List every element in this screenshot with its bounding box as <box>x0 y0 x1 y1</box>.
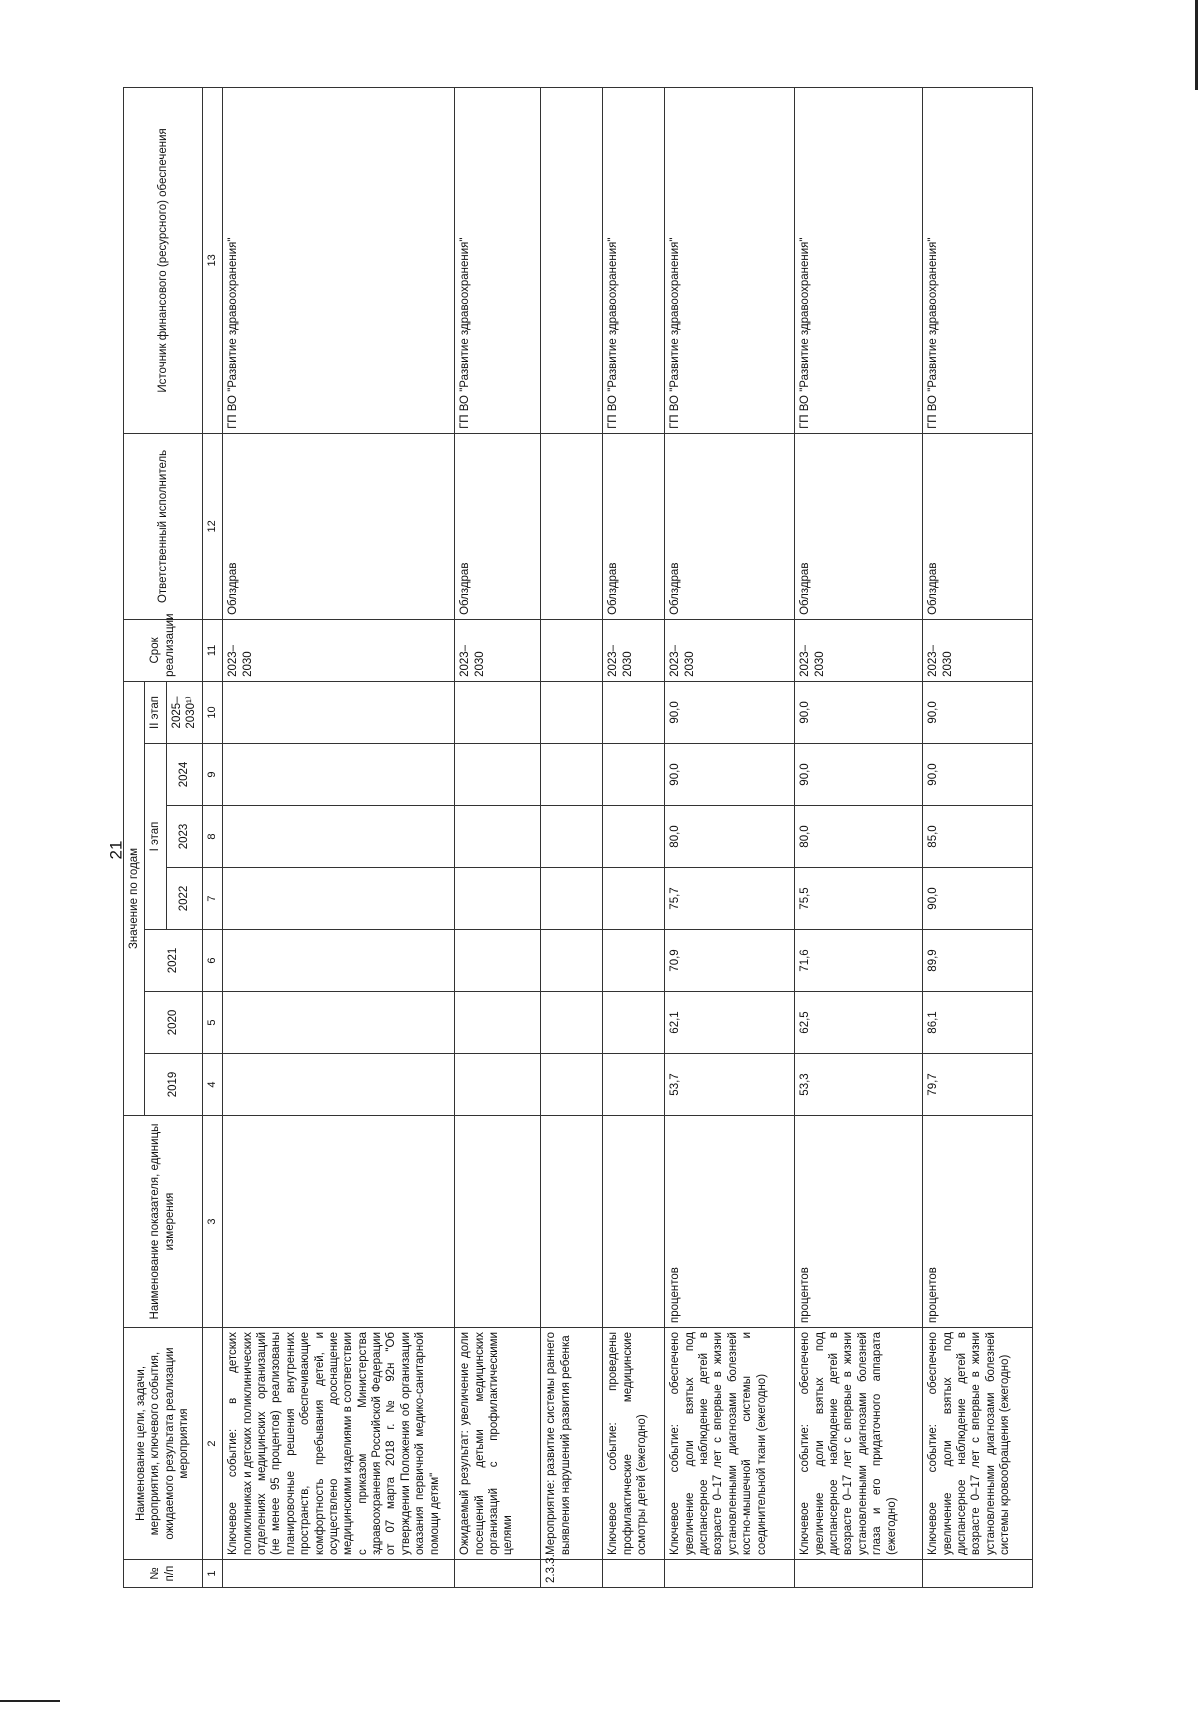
row-value-2022: 75,5 <box>795 868 923 930</box>
row-indicator <box>541 1116 603 1328</box>
row-indicator <box>223 1116 455 1328</box>
row-source: ГП ВО "Развитие здравоохранения" <box>603 87 665 433</box>
header-stage2-text: II этап <box>149 695 162 729</box>
header-term <box>124 613 203 681</box>
row-value-2025-2030: 90,0 <box>923 681 1033 743</box>
row-name: Мероприятие: развитие системы раннего выявления нарушений развития ребенка <box>541 1328 603 1560</box>
row-value-2020 <box>603 992 665 1054</box>
row-indicator: процентов <box>665 1116 795 1328</box>
header-2021-text: 2021 <box>167 947 180 974</box>
row-value-2021: 89,9 <box>923 930 1033 992</box>
header-2019 <box>145 1054 202 1116</box>
row-indicator <box>603 1116 665 1328</box>
row-value-2022 <box>223 868 455 930</box>
column-number-row <box>202 87 223 1587</box>
rotated-table-container <box>123 88 1043 1588</box>
row-value-2020 <box>541 992 603 1054</box>
row-value-2025-2030 <box>223 681 455 743</box>
row-num <box>603 1560 665 1588</box>
row-source: ГП ВО "Развитие здравоохранения" <box>223 87 455 433</box>
row-value-2019 <box>603 1054 665 1116</box>
header-2020-text: 2020 <box>167 1009 180 1036</box>
row-value-2022 <box>603 868 665 930</box>
row-value-2025-2030: 90,0 <box>795 681 923 743</box>
column-number: 4 <box>202 1054 223 1116</box>
header-responsible-text: Ответственный исполнитель <box>156 449 169 604</box>
row-value-2021 <box>223 930 455 992</box>
row-term: 2023–2030 <box>665 619 795 681</box>
row-source: ГП ВО "Развитие здравоохранения" <box>795 87 923 433</box>
column-number: 11 <box>202 619 223 681</box>
column-number: 13 <box>202 87 223 433</box>
row-value-2019 <box>223 1054 455 1116</box>
row-indicator: процентов <box>795 1116 923 1328</box>
row-value-2025-2030 <box>455 681 541 743</box>
row-value-2020: 86,1 <box>923 992 1033 1054</box>
row-value-2025-2030 <box>603 681 665 743</box>
row-value-2023 <box>455 806 541 868</box>
header-2022-text: 2022 <box>177 885 190 912</box>
row-value-2021 <box>541 930 603 992</box>
row-value-2021 <box>603 930 665 992</box>
column-number: 3 <box>202 1116 223 1328</box>
table-row <box>795 87 923 1587</box>
header-2024-text: 2024 <box>177 761 190 788</box>
header-name-text: Наименование цели, задачи, мероприятия, ключевого события, ожидаемого результата реализации мероприятия <box>135 1347 191 1540</box>
row-value-2019: 79,7 <box>923 1054 1033 1116</box>
row-name: Ключевое событие: обеспечено увеличение доли взятых под диспансерное наблюдение детей в возрасте 0–17 лет с впервые в жизни установленными диагнозами болезней системы кровообращения (ежегодно) <box>923 1328 1033 1560</box>
row-value-2023: 80,0 <box>795 806 923 868</box>
row-value-2022: 75,7 <box>665 868 795 930</box>
row-source: ГП ВО "Развитие здравоохранения" <box>455 87 541 433</box>
row-source <box>541 87 603 433</box>
column-number: 6 <box>202 930 223 992</box>
row-name: Ключевое событие: обеспечено увеличение доли взятых под диспансерное наблюдение детей в возрасте 0–17 лет с впервые в жизни установленными диагнозами болезней глаза и его придаточного аппарата (ежегодно) <box>795 1328 923 1560</box>
row-value-2024 <box>223 744 455 806</box>
header-2024 <box>166 744 202 806</box>
header-2022 <box>166 868 202 930</box>
row-value-2023 <box>223 806 455 868</box>
row-name: Ожидаемый результат: увеличение доли посещений детьми медицинских организаций с профилактическими целями <box>455 1328 541 1560</box>
header-2025-2030-text: 2025–2030¹⁾ <box>170 696 198 729</box>
scan-edge-mark-top <box>1195 0 1198 90</box>
row-indicator: процентов <box>923 1116 1033 1328</box>
header-stage1-text: I этап <box>149 821 162 852</box>
column-number: 5 <box>202 992 223 1054</box>
header-2019-text: 2019 <box>167 1071 180 1098</box>
scan-edge-mark-bottom <box>0 1700 60 1702</box>
row-term: 2023–2030 <box>603 619 665 681</box>
header-source <box>124 87 203 433</box>
header-term-text: Срок реализации <box>149 613 176 677</box>
header-2020 <box>145 992 202 1054</box>
row-value-2021: 70,9 <box>665 930 795 992</box>
row-value-2019: 53,3 <box>795 1054 923 1116</box>
header-2023 <box>166 806 202 868</box>
row-value-2025-2030 <box>541 681 603 743</box>
row-value-2021: 71,6 <box>795 930 923 992</box>
row-num <box>455 1560 541 1588</box>
row-value-2023 <box>603 806 665 868</box>
header-2023-text: 2023 <box>177 823 190 850</box>
column-number: 9 <box>202 744 223 806</box>
row-value-2021 <box>455 930 541 992</box>
row-value-2020 <box>455 992 541 1054</box>
header-2025-2030 <box>166 681 202 743</box>
column-number: 2 <box>202 1328 223 1560</box>
header-values-by-year-text: Значение по годам <box>128 847 140 950</box>
plan-table <box>123 87 1033 1588</box>
row-term: 2023–2030 <box>795 619 923 681</box>
column-number: 8 <box>202 806 223 868</box>
row-num: 2.3.3. <box>541 1560 603 1588</box>
header-stage2 <box>145 681 166 743</box>
row-num <box>223 1560 455 1588</box>
page-number: 21 <box>106 840 126 860</box>
row-name: Ключевое событие: в детских поликлиниках и детских поликлинических отделениях медицинских организаций (не менее 95 процентов) реализованы планировочные решения внутренних пространств, обеспечивающие комфортность пребывания детей, и осуществлено дооснащение медицинскими изделиями в соответствии с приказом Министерства здравоохранения Российской Федерации от 07 марта 2018 г. № 92н "Об утверждении Положения об организации оказания первичной медико-санитарной помощи детям" <box>223 1328 455 1560</box>
row-value-2025-2030: 90,0 <box>665 681 795 743</box>
table-row <box>455 87 541 1587</box>
row-source: ГП ВО "Развитие здравоохранения" <box>923 87 1033 433</box>
column-number: 1 <box>202 1560 223 1588</box>
row-name: Ключевое событие: обеспечено увеличение доли взятых под диспансерное наблюдение детей в возрасте 0–17 лет с впервые в жизни установленными диагнозами болезней костно-мышечной системы и соединительной ткани (ежегодно) <box>665 1328 795 1560</box>
row-num <box>665 1560 795 1588</box>
row-value-2024 <box>541 744 603 806</box>
row-value-2022 <box>455 868 541 930</box>
column-number: 10 <box>202 681 223 743</box>
header-num-text: № п/п <box>149 1565 176 1582</box>
table-row <box>603 87 665 1587</box>
header-responsible <box>124 433 203 619</box>
row-value-2022 <box>541 868 603 930</box>
row-responsible: Облздрав <box>455 433 541 619</box>
row-responsible: Облздрав <box>795 433 923 619</box>
row-num <box>795 1560 923 1588</box>
row-responsible <box>541 433 603 619</box>
row-responsible: Облздрав <box>923 433 1033 619</box>
row-value-2020: 62,5 <box>795 992 923 1054</box>
row-num <box>923 1560 1033 1588</box>
row-responsible: Облздрав <box>603 433 665 619</box>
row-value-2019: 53,7 <box>665 1054 795 1116</box>
row-indicator <box>455 1116 541 1328</box>
table-row <box>223 87 455 1587</box>
table-row <box>665 87 795 1587</box>
row-value-2019 <box>541 1054 603 1116</box>
row-value-2024 <box>455 744 541 806</box>
row-value-2022: 90,0 <box>923 868 1033 930</box>
row-term: 2023–2030 <box>923 619 1033 681</box>
row-value-2019 <box>455 1054 541 1116</box>
header-2021 <box>145 930 202 992</box>
row-term: 2023–2030 <box>455 619 541 681</box>
header-indicator <box>124 1116 203 1328</box>
row-value-2023 <box>541 806 603 868</box>
header-indicator-text: Наименование показателя, единицы измерения <box>149 1123 176 1320</box>
column-number: 12 <box>202 433 223 619</box>
row-value-2024: 90,0 <box>795 744 923 806</box>
header-source-text: Источник финансового (ресурсного) обеспечения <box>156 128 169 393</box>
header-name <box>124 1328 203 1560</box>
row-value-2024: 90,0 <box>923 744 1033 806</box>
column-number: 7 <box>202 868 223 930</box>
row-value-2020 <box>223 992 455 1054</box>
row-name: Ключевое событие: проведены профилактические медицинские осмотры детей (ежегодно) <box>603 1328 665 1560</box>
header-stage1 <box>145 744 166 930</box>
row-responsible: Облздрав <box>223 433 455 619</box>
table-row <box>923 87 1033 1587</box>
table-row <box>541 87 603 1587</box>
row-value-2023: 80,0 <box>665 806 795 868</box>
row-value-2023: 85,0 <box>923 806 1033 868</box>
header-num <box>124 1560 203 1588</box>
row-value-2020: 62,1 <box>665 992 795 1054</box>
row-term <box>541 619 603 681</box>
row-value-2024 <box>603 744 665 806</box>
row-source: ГП ВО "Развитие здравоохранения" <box>665 87 795 433</box>
header-values-by-year <box>124 681 145 1115</box>
row-responsible: Облздрав <box>665 433 795 619</box>
row-value-2024: 90,0 <box>665 744 795 806</box>
row-term: 2023–2030 <box>223 619 455 681</box>
